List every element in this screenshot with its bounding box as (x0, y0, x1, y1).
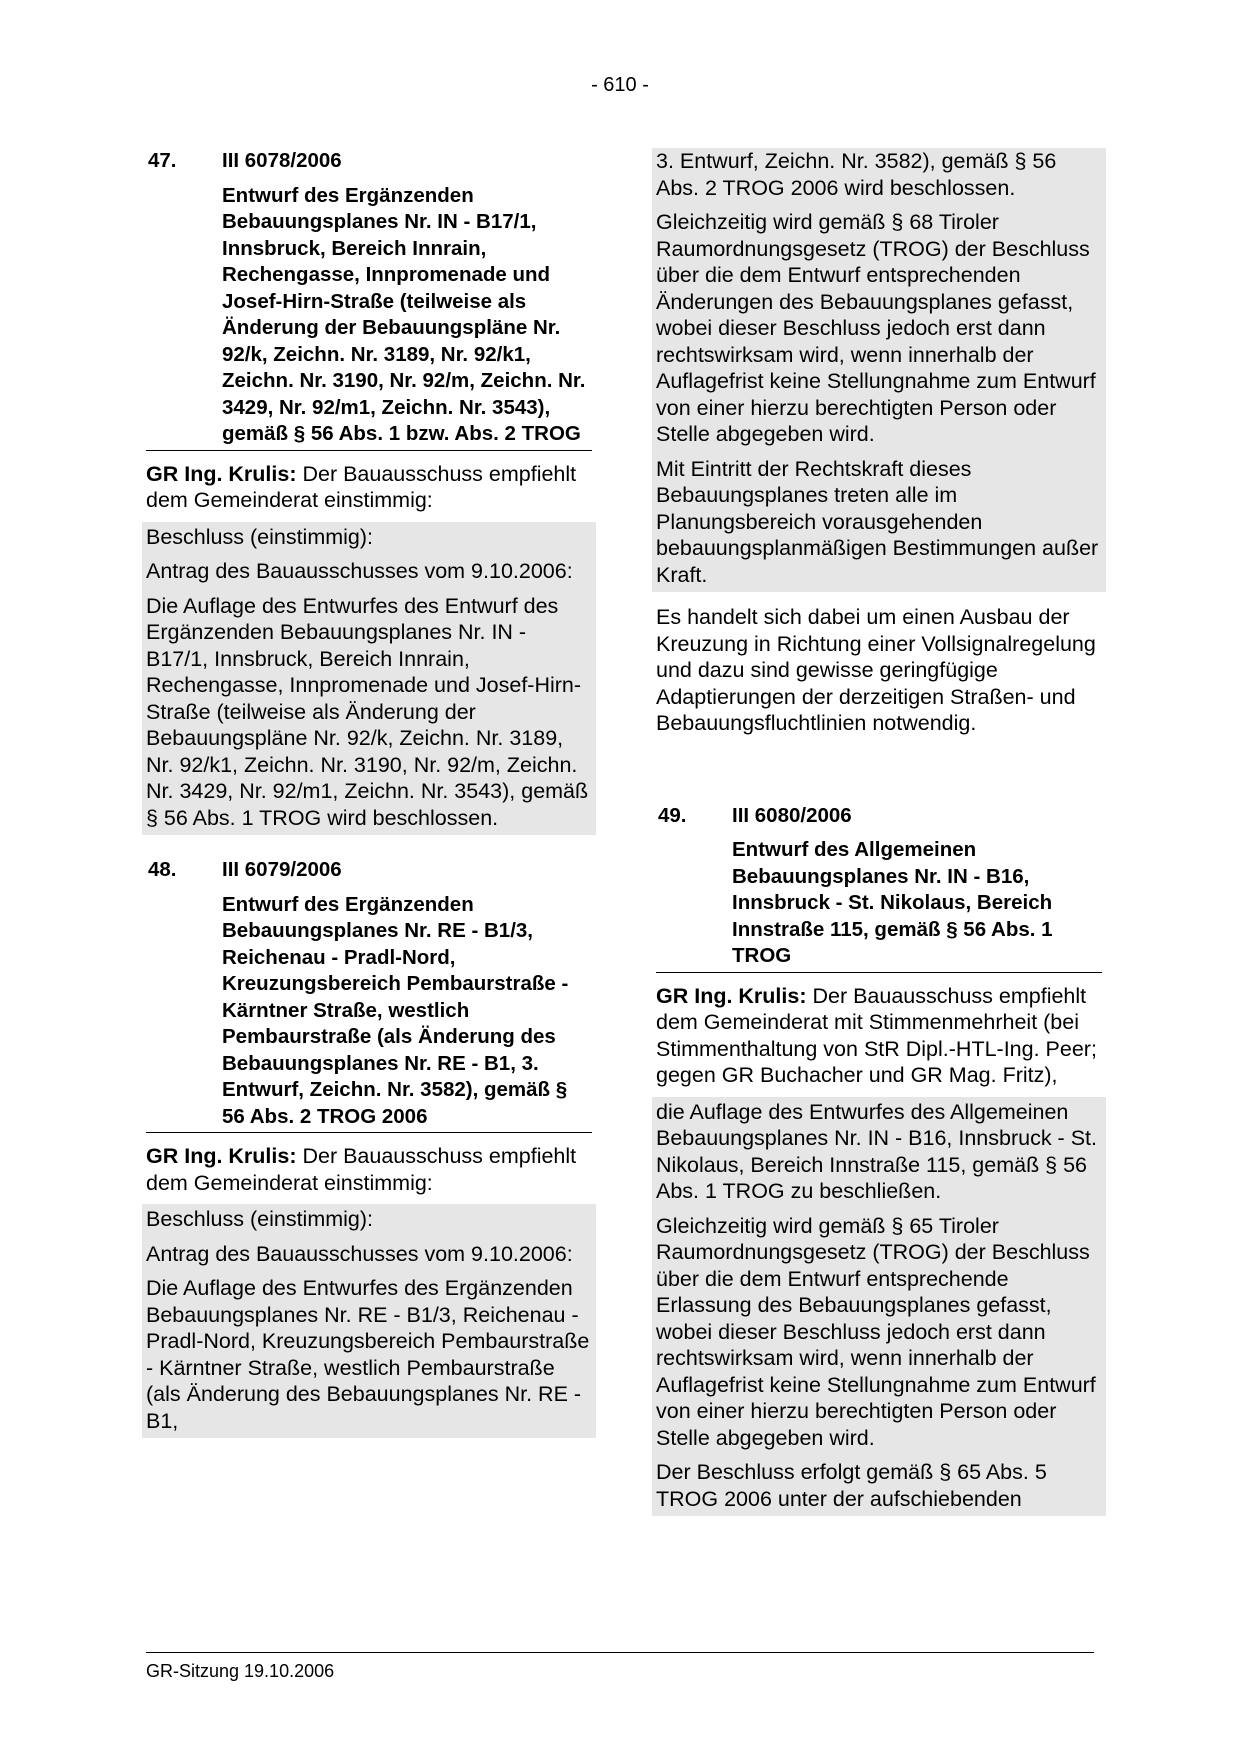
item-48-title: Entwurf des Ergänzenden Bebauungsplanes Nr. RE - B1/3, Reichenau - Pradl-Nord, Kreuzungsbereich Pembaurstraße - Kärntner Straße, westlich Pembaurstraße (als Änderung des Bebauungsplanes Nr. RE - B1, 3. Entwurf, Zeichn. Nr. 3582), gemäß § 56 Abs. 2 TROG 2006 (146, 892, 592, 1134)
item-48-ref: III 6079/2006 (222, 858, 342, 881)
item-47-decision: Beschluss (einstimmig): (146, 524, 373, 549)
item-49-para3: Der Beschluss erfolgt gemäß § 65 Abs. 5 TROG 2006 unter der aufschiebenden (656, 1460, 1047, 1511)
item-48-header (146, 857, 592, 1133)
item-47-header (146, 148, 592, 451)
item-47-speaker: GR Ing. Krulis: (146, 461, 297, 486)
item-47-intro: Der Bauausschuss empfiehlt dem Gemeinderat einstimmig: (146, 461, 577, 512)
right-column (656, 148, 1102, 1516)
item-47-text: Die Auflage des Entwurfes des Entwurf des Ergänzenden Bebauungsplanes Nr. IN - B17/1, Innsbruck, Bereich Innrain, Rechengasse, Innpromenade und Josef-Hirn-Straße (teilweise als Änderung der Bebauungspläne Nr. 92/k, Zeichn. Nr. 3189, Nr. 92/k1, Zeichn. Nr. 3190, Nr. 92/m, Zeichn. Nr. 3429, Nr. 92/m1, Zeichn. Nr. 3543), gemäß § 56 Abs. 1 TROG wird beschlossen. (146, 593, 589, 830)
item-47-motion: Antrag des Bauausschusses vom 9.10.2006: (146, 559, 573, 583)
page-number: - 610 - (591, 74, 649, 96)
item-47-recommendation (146, 461, 592, 514)
item-49-decision-block (652, 1097, 1106, 1517)
left-column (146, 148, 592, 1438)
item-47-title: Entwurf des Ergänzenden Bebauungsplanes Nr. IN - B17/1, Innsbruck, Bereich Innrain, Rechengasse, Innpromenade und Josef-Hirn-Straße (teilweise als Änderung der Bebauungspläne Nr. 92/k, Zeichn. Nr. 3189, Nr. 92/k1, Zeichn. Nr. 3190, Nr. 92/m, Zeichn. Nr. 3429, Nr. 92/m1, Zeichn. Nr. 3543), gemäß § 56 Abs. 1 bzw. Abs. 2 TROG (146, 183, 592, 451)
item-47-ref: III 6078/2006 (222, 149, 342, 172)
item-48-recommendation (146, 1143, 592, 1196)
item-48-text: Die Auflage des Entwurfes des Ergänzenden Bebauungsplanes Nr. RE - B1/3, Reichenau - Pradl-Nord, Kreuzungsbereich Pembaurstraße - Kärntner Straße, westlich Pembaurstraße (als Änderung des Bebauungsplanes Nr. RE - B1, (146, 1276, 590, 1433)
item-48-decision: Beschluss (einstimmig): (146, 1207, 373, 1231)
item-47-number: 47. (148, 149, 177, 172)
item-48-speaker: GR Ing. Krulis: (146, 1144, 297, 1168)
item-49-recommendation (656, 983, 1102, 1089)
item-48-motion: Antrag des Bauausschusses vom 9.10.2006: (146, 1241, 573, 1266)
item-49-text: die Auflage des Entwurfes des Allgemeinen Bebauungsplanes Nr. IN - B16, Innsbruck - St. Nikolaus, Bereich Innstraße 115, gemäß § 56 Abs. 1 TROG zu beschließen. (656, 1099, 1097, 1203)
item-49-para2: Gleichzeitig wird gemäß § 65 Tiroler Raumordnungsgesetz (TROG) der Beschluss über die dem Entwurf entsprechende Erlassung des Bebauungsplanes gefasst, wobei dieser Beschluss jedoch erst dann rechtswirksam wird, wenn innerhalb der Auflagefrist keine Stellungnahme zum Entwurf von einer hierzu berechtigten Person oder Stelle abgegeben wird. (656, 1213, 1096, 1450)
item-49-header (656, 803, 1102, 973)
item-49-speaker: GR Ing. Krulis: (656, 983, 807, 1008)
item-49-intro: Der Bauausschuss empfiehlt dem Gemeinderat mit Stimmenmehrheit (bei Stimmenthaltung von StR Dipl.-HTL-Ing. Peer; gegen GR Buchacher und GR Mag. Fritz), (656, 983, 1097, 1087)
item-49-number: 49. (658, 803, 687, 827)
item-48-note: Es handelt sich dabei um einen Ausbau der Kreuzung in Richtung einer Vollsignalregelung und dazu sind gewisse geringfügige Adaptierungen der derzeitigen Straßen- und Bebauungsfluchtlinien notwendig. (656, 605, 1096, 735)
item-48-text-cont: 3. Entwurf, Zeichn. Nr. 3582), gemäß § 56 Abs. 2 TROG 2006 wird beschlossen. (656, 149, 1057, 200)
footer: GR-Sitzung 19.10.2006 (146, 1652, 1094, 1682)
item-48-intro: Der Bauausschuss empfiehlt dem Gemeinderat einstimmig: (146, 1144, 577, 1195)
item-49-title: Entwurf des Allgemeinen Bebauungsplanes Nr. IN - B16, Innsbruck - St. Nikolaus, Bereich Innstraße 115, gemäß § 56 Abs. 1 TROG (656, 837, 1102, 973)
item-48-para3: Mit Eintritt der Rechtskraft dieses Bebauungsplanes treten alle im Planungsbereich vorausgehenden bebauungsplanmäßigen Bestimmungen außer Kraft. (656, 456, 1099, 587)
item-47-decision-block (142, 522, 596, 836)
item-48-para2: Gleichzeitig wird gemäß § 68 Tiroler Raumordnungsgesetz (TROG) der Beschluss über die dem Entwurf entsprechenden Änderungen des Bebauungsplanes gefasst, wobei dieser Beschluss jedoch erst dann rechtswirksam wird, wenn innerhalb der Auflagefrist keine Stellungnahme zum Entwurf von einer hierzu berechtigten Person oder Stelle abgegeben wird. (656, 210, 1096, 446)
item-48-number: 48. (148, 858, 177, 881)
item-48-decision-block (142, 1204, 596, 1438)
item-49-ref: III 6080/2006 (732, 803, 852, 827)
item-48-decision-block-cont (652, 148, 1106, 592)
